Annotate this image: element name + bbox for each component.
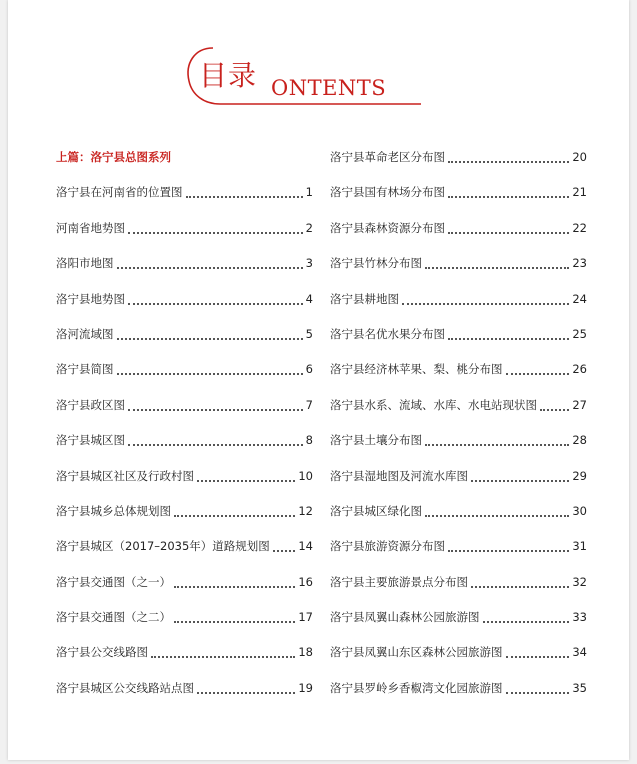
toc-entry[interactable] bbox=[56, 220, 313, 255]
toc-entry[interactable] bbox=[330, 644, 587, 679]
toc-leader-dots bbox=[506, 361, 570, 375]
toc-entry-title: 洛宁县地势图 bbox=[56, 291, 125, 306]
toc-entry-title: 洛宁县旅游资源分布图 bbox=[330, 539, 445, 554]
toc-entry-title: 洛宁县城区社区及行政村图 bbox=[56, 468, 194, 483]
toc-entry-page: 1 bbox=[305, 185, 313, 200]
toc-entry[interactable] bbox=[330, 538, 587, 573]
toc-entry-page: 31 bbox=[572, 539, 587, 554]
toc-entry[interactable] bbox=[56, 397, 313, 432]
toc-entry-page: 14 bbox=[298, 539, 313, 554]
toc-leader-dots bbox=[448, 538, 569, 552]
section-heading: 上篇：洛宁县总图系列 bbox=[56, 150, 171, 164]
toc-entry-page: 26 bbox=[572, 362, 587, 377]
toc-leader-dots bbox=[174, 503, 295, 517]
toc-entry-page: 28 bbox=[572, 433, 587, 448]
toc-leader-dots bbox=[174, 574, 295, 588]
toc-entry[interactable] bbox=[56, 468, 313, 503]
toc-entry[interactable] bbox=[330, 255, 587, 290]
toc-entry-page: 21 bbox=[572, 185, 587, 200]
toc-leader-dots bbox=[128, 397, 303, 411]
toc-leader-dots bbox=[506, 680, 570, 694]
toc-entry[interactable] bbox=[56, 609, 313, 644]
toc-entry-page: 2 bbox=[305, 220, 313, 235]
toc-entry-title: 洛宁县政区图 bbox=[56, 397, 125, 412]
toc-leader-dots bbox=[448, 326, 569, 340]
toc-leader-dots bbox=[448, 184, 569, 198]
title-english: ONTENTS bbox=[271, 76, 387, 100]
toc-page bbox=[8, 0, 629, 760]
toc-entry-title: 河南省地势图 bbox=[56, 220, 125, 235]
toc-entry-title: 洛宁县革命老区分布图 bbox=[330, 150, 445, 164]
toc-entry-title: 洛宁县城区（2017–2035年）道路规划图 bbox=[56, 539, 270, 554]
toc-entry[interactable] bbox=[330, 574, 587, 609]
toc-leader-dots bbox=[471, 574, 569, 588]
toc-leader-dots bbox=[540, 397, 569, 411]
toc-entry[interactable] bbox=[330, 361, 587, 396]
toc-leader-dots bbox=[186, 184, 303, 198]
toc-leader-dots bbox=[151, 644, 295, 658]
toc-leader-dots bbox=[117, 361, 303, 375]
toc-entry[interactable] bbox=[56, 326, 313, 361]
toc-entry-page: 12 bbox=[298, 503, 313, 518]
toc-entry-page: 7 bbox=[305, 397, 313, 412]
toc-entry-title: 洛宁县土壤分布图 bbox=[330, 433, 422, 448]
toc-entry-page: 33 bbox=[572, 610, 587, 625]
toc-entry-page: 16 bbox=[298, 574, 313, 589]
toc-entry-page: 22 bbox=[572, 220, 587, 235]
toc-entry-title: 洛宁县城区公交线路站点图 bbox=[56, 680, 194, 695]
toc-entry-title: 洛宁县公交线路图 bbox=[56, 645, 148, 660]
toc-entry-title: 洛宁县竹林分布图 bbox=[330, 256, 422, 271]
toc-entry[interactable] bbox=[56, 291, 313, 326]
toc-entry-page: 3 bbox=[305, 256, 313, 271]
toc-entry-title: 洛宁县耕地图 bbox=[330, 291, 399, 306]
toc-leader-dots bbox=[117, 255, 303, 269]
toc-entry[interactable] bbox=[330, 468, 587, 503]
toc-leader-dots bbox=[471, 468, 569, 482]
toc-entry-page: 34 bbox=[572, 645, 587, 660]
toc-entry[interactable] bbox=[330, 149, 587, 184]
toc-entry-page: 25 bbox=[572, 326, 587, 341]
toc-entry[interactable] bbox=[56, 184, 313, 219]
toc-entry-title: 洛宁县森林资源分布图 bbox=[330, 220, 445, 235]
toc-entry-title: 洛阳市地图 bbox=[56, 256, 114, 271]
toc-entry[interactable] bbox=[56, 255, 313, 290]
toc-entry-title: 洛宁县简图 bbox=[56, 362, 114, 377]
toc-entry-page: 10 bbox=[298, 468, 313, 483]
toc-entry-page: 20 bbox=[572, 150, 587, 164]
toc-leader-dots bbox=[273, 538, 296, 552]
toc-entry-title: 洛宁县经济林苹果、梨、桃分布图 bbox=[330, 362, 503, 377]
toc-leader-dots bbox=[448, 220, 569, 234]
toc-leader-dots bbox=[197, 680, 295, 694]
toc-leader-dots bbox=[128, 291, 303, 305]
toc-leader-dots bbox=[117, 326, 303, 340]
toc-entry[interactable] bbox=[330, 609, 587, 644]
toc-entry[interactable] bbox=[330, 503, 587, 538]
title-chinese: 目录 bbox=[199, 59, 258, 92]
toc-entry-title: 洛宁县主要旅游景点分布图 bbox=[330, 574, 468, 589]
toc-entry-page: 18 bbox=[298, 645, 313, 660]
toc-entry[interactable] bbox=[330, 291, 587, 326]
toc-entry-page: 29 bbox=[572, 468, 587, 483]
toc-entry-page: 23 bbox=[572, 256, 587, 271]
toc-entry-title: 洛宁县名优水果分布图 bbox=[330, 326, 445, 341]
toc-leader-dots bbox=[425, 503, 569, 517]
toc-leader-dots bbox=[402, 291, 569, 305]
toc-entry[interactable] bbox=[56, 503, 313, 538]
toc-entry-title: 洛宁县凤翼山东区森林公园旅游图 bbox=[330, 645, 503, 660]
toc-entry[interactable] bbox=[56, 361, 313, 396]
toc-entry[interactable] bbox=[56, 644, 313, 679]
toc-entry-title: 洛宁县城区绿化图 bbox=[330, 503, 422, 518]
toc-leader-dots bbox=[425, 432, 569, 446]
toc-leader-dots bbox=[483, 609, 570, 623]
toc-entry-page: 35 bbox=[572, 680, 587, 695]
toc-left-column bbox=[56, 149, 313, 715]
toc-entry-page: 8 bbox=[305, 433, 313, 448]
toc-entry[interactable] bbox=[56, 432, 313, 467]
toc-right-column bbox=[330, 149, 587, 715]
toc-entry-title: 洛宁县城区图 bbox=[56, 433, 125, 448]
toc-entry-title: 洛宁县国有林场分布图 bbox=[330, 185, 445, 200]
toc-entry-page: 27 bbox=[572, 397, 587, 412]
toc-entry-title: 洛宁县湿地图及河流水库图 bbox=[330, 468, 468, 483]
toc-entry-page: 30 bbox=[572, 503, 587, 518]
toc-leader-dots bbox=[425, 255, 569, 269]
toc-entry-title: 洛河流域图 bbox=[56, 326, 114, 341]
toc-entry-page: 24 bbox=[572, 291, 587, 306]
toc-entry-page: 6 bbox=[305, 362, 313, 377]
toc-entry[interactable] bbox=[330, 680, 587, 715]
toc-entry[interactable] bbox=[330, 397, 587, 432]
toc-entry-title: 洛宁县城乡总体规划图 bbox=[56, 503, 171, 518]
toc-entry[interactable] bbox=[56, 574, 313, 609]
toc-entry-page: 17 bbox=[298, 610, 313, 625]
toc-entry-title: 洛宁县交通图（之二） bbox=[56, 610, 171, 625]
toc-leader-dots bbox=[197, 468, 295, 482]
toc-entry[interactable] bbox=[56, 538, 313, 573]
toc-entry[interactable] bbox=[330, 326, 587, 361]
toc-entry-title: 洛宁县凤翼山森林公园旅游图 bbox=[330, 610, 480, 625]
toc-entry-page: 19 bbox=[298, 680, 313, 695]
toc-entry-title: 洛宁县在河南省的位置图 bbox=[56, 185, 183, 200]
toc-entry[interactable] bbox=[330, 220, 587, 255]
toc-entry[interactable] bbox=[330, 432, 587, 467]
toc-leader-dots bbox=[174, 609, 295, 623]
toc-entry[interactable] bbox=[330, 184, 587, 219]
toc-leader-dots bbox=[448, 149, 569, 163]
toc-title bbox=[180, 38, 430, 113]
toc-entry-page: 4 bbox=[305, 291, 313, 306]
toc-entry-title: 洛宁县交通图（之一） bbox=[56, 574, 171, 589]
toc-leader-dots bbox=[128, 220, 303, 234]
toc-entry-page: 5 bbox=[305, 326, 313, 341]
toc-entry-title: 洛宁县水系、流域、水库、水电站现状图 bbox=[330, 397, 537, 412]
toc-leader-dots bbox=[506, 644, 570, 658]
toc-leader-dots bbox=[128, 432, 303, 446]
toc-entry-page: 32 bbox=[572, 574, 587, 589]
toc-entry[interactable] bbox=[56, 680, 313, 715]
toc-entry-title: 洛宁县罗岭乡香椒湾文化园旅游图 bbox=[330, 680, 503, 695]
